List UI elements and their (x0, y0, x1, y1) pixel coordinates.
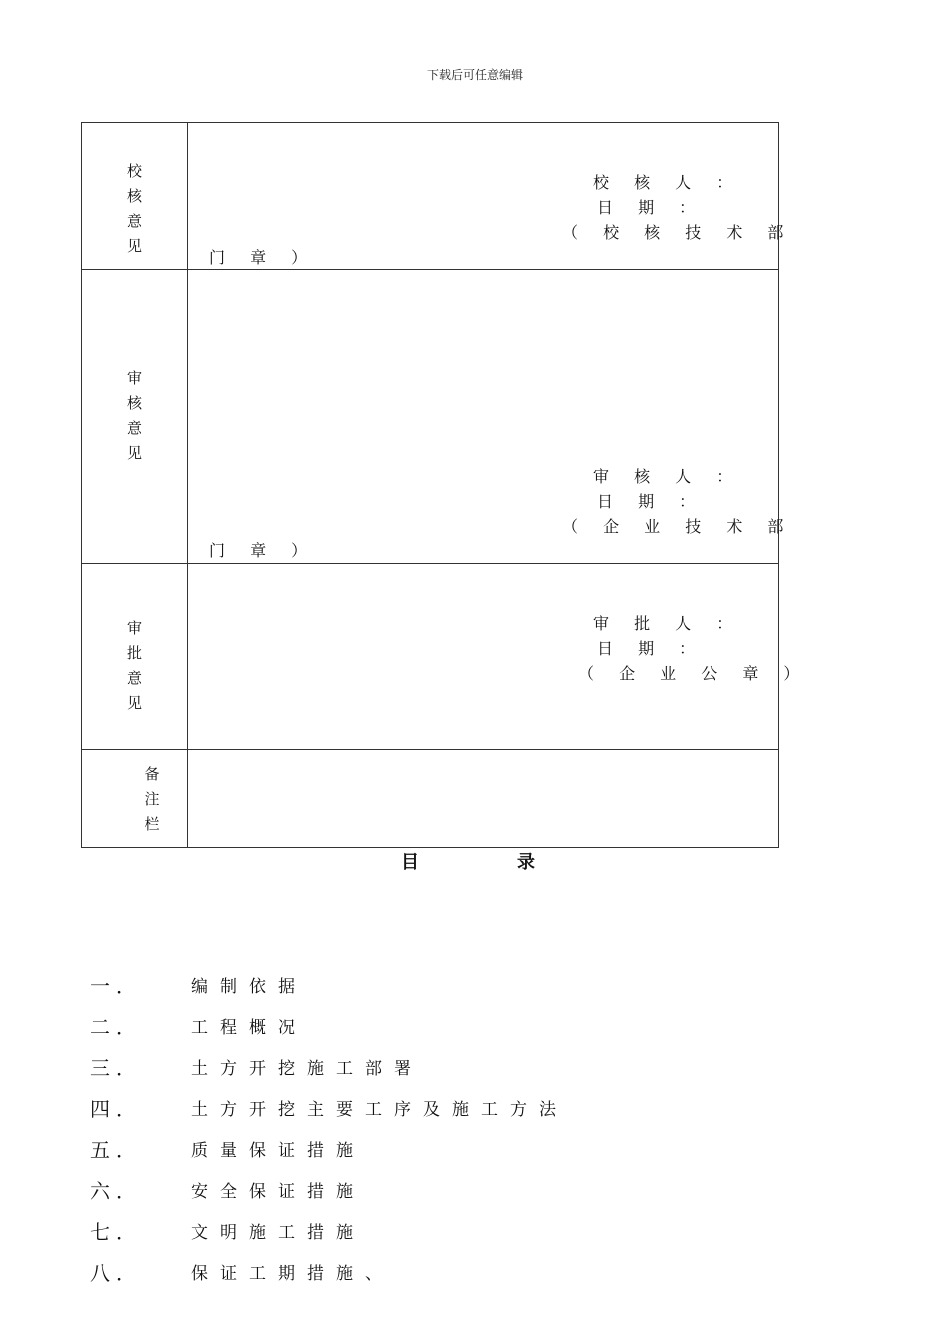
toc-item-text: 土方开挖施工部署 (191, 1059, 423, 1079)
toc-item-text: 保证工期措施、 (191, 1264, 394, 1284)
remarks-content-cell[interactable] (188, 750, 779, 848)
label-char: 审 (126, 619, 142, 637)
toc-item-number: 七． (90, 1220, 142, 1244)
page-header-note: 下载后可任意编辑 (426, 68, 523, 82)
approver-signature-label: 审 批 人 ： (593, 614, 743, 633)
checker-signature-label: 校 核 人 ： (593, 173, 743, 192)
toc-item-number: 二． (90, 1015, 142, 1039)
label-char: 栏 (144, 815, 160, 833)
review-date-label: 日 期 ： (597, 492, 706, 511)
form-row-check (82, 123, 779, 270)
row-label-cell (82, 564, 188, 750)
toc-item[interactable] (90, 1093, 690, 1134)
table-of-contents (90, 970, 690, 1298)
form-row-review (82, 270, 779, 564)
approve-date-label: 日 期 ： (597, 639, 706, 658)
toc-item[interactable] (90, 1052, 690, 1093)
toc-item[interactable] (90, 1175, 690, 1216)
toc-item[interactable] (90, 1011, 690, 1052)
toc-item[interactable] (90, 1257, 690, 1298)
toc-item-number: 一． (90, 974, 142, 998)
toc-item-text: 工程概况 (191, 1018, 307, 1038)
toc-item-text: 土方开挖主要工序及施工方法 (191, 1100, 568, 1120)
toc-item-text: 质量保证措施 (191, 1141, 365, 1161)
row-label-approve (82, 616, 187, 716)
check-stamp-label-cont: 门 章 ） (209, 248, 318, 267)
toc-title-left: 目 (401, 852, 419, 873)
form-row-approve (82, 564, 779, 750)
approval-form-table (81, 122, 810, 848)
toc-item-number: 四． (90, 1097, 142, 1121)
toc-item[interactable] (90, 1134, 690, 1175)
toc-item[interactable] (90, 1216, 690, 1257)
label-char: 备 (144, 765, 160, 783)
row-label-remarks (112, 762, 192, 837)
row-label-cell (82, 123, 188, 270)
row-content-cell[interactable] (188, 123, 794, 270)
review-stamp-label: （ 企 业 技 术 部 (562, 517, 794, 536)
label-char: 意 (126, 669, 142, 687)
toc-title-right: 录 (517, 852, 535, 873)
label-char: 核 (126, 187, 142, 205)
label-char: 见 (126, 444, 142, 462)
toc-item-number: 六． (90, 1179, 142, 1203)
label-char: 见 (126, 237, 142, 255)
check-date-label: 日 期 ： (597, 198, 706, 217)
toc-item-number: 三． (90, 1056, 142, 1080)
row-label-cell (82, 270, 188, 564)
label-char: 批 (126, 644, 142, 662)
label-char: 校 (126, 162, 142, 180)
form-row-remarks (82, 750, 779, 848)
check-stamp-label: （ 校 核 技 术 部 (562, 223, 794, 242)
row-content-cell[interactable] (188, 270, 794, 564)
label-char: 见 (126, 694, 142, 712)
toc-item-number: 五． (90, 1138, 142, 1162)
toc-item-text: 文明施工措施 (191, 1223, 365, 1243)
label-char: 意 (126, 419, 142, 437)
toc-item-text: 安全保证措施 (191, 1182, 365, 1202)
row-label-check (82, 159, 187, 259)
approve-stamp-label: （ 企 业 公 章 ） (578, 664, 810, 683)
reviewer-signature-label: 审 核 人 ： (593, 467, 743, 486)
label-char: 核 (126, 394, 142, 412)
toc-item-number: 八． (90, 1261, 142, 1285)
review-stamp-label-cont: 门 章 ） (209, 541, 318, 560)
row-content-cell[interactable] (188, 564, 810, 750)
toc-item-text: 编制依据 (191, 977, 307, 997)
label-char: 注 (144, 790, 160, 808)
label-char: 审 (126, 369, 142, 387)
row-label-review (82, 366, 187, 466)
label-char: 意 (126, 212, 142, 230)
row-label-cell (82, 750, 188, 848)
toc-item[interactable] (90, 970, 690, 1011)
